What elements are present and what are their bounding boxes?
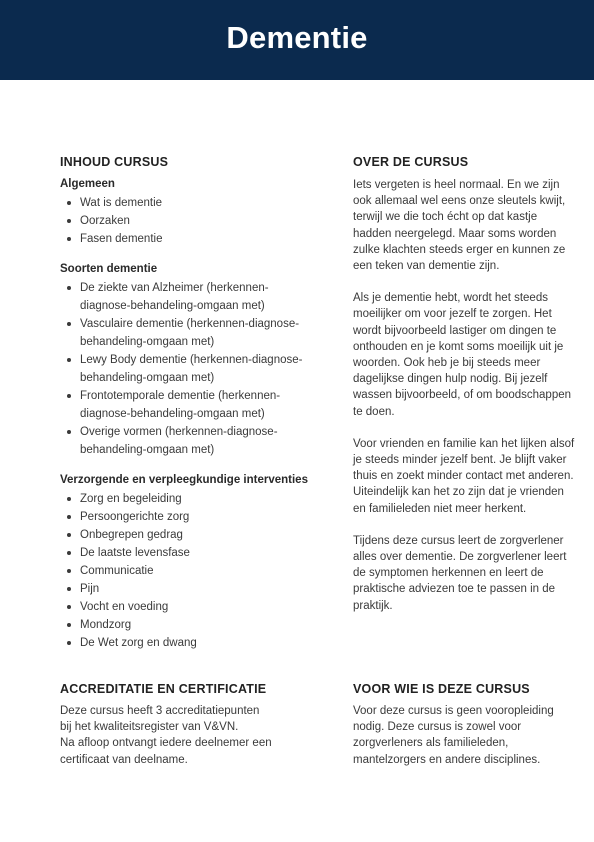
voorwie-heading: VOOR WIE IS DEZE CURSUS: [353, 682, 530, 696]
accreditatie-text: [60, 703, 330, 768]
over-paragraph: Iets vergeten is heel normaal. En we zijn ook allemaal wel eens onze sleutels kwijt, terwijl we die toch écht op dat kastje hadden neergelegd. Maar soms worden zulke klachten steeds erger en kunnen ze een teken van dementie zijn.: [353, 179, 566, 273]
list-item: De ziekte van Alzheimer (herkennen-diagnose-behandeling-omgaan met): [60, 279, 312, 315]
bullet-list: [60, 194, 330, 248]
group-title: Soorten dementie: [60, 263, 158, 275]
list-item: Frontotemporale dementie (herkennen-diagnose-behandeling-omgaan met): [60, 387, 312, 423]
accreditatie-section: [60, 682, 330, 768]
accreditatie-line: bij het kwaliteitsregister van V&VN.: [60, 721, 239, 734]
list-item: Pijn: [60, 580, 330, 598]
over-section: [353, 155, 575, 630]
list-item: Lewy Body dementie (herkennen-diagnose-behandeling-omgaan met): [60, 351, 312, 387]
list-item: Communicatie: [60, 562, 330, 580]
list-item: De Wet zorg en dwang: [60, 634, 330, 652]
voorwie-text: Voor deze cursus is geen vooropleiding nodig. Deze cursus is zowel voor zorgverleners als familieleden, mantelzorgers en andere disciplines.: [353, 705, 554, 766]
over-paragraph: Als je dementie hebt, wordt het steeds moeilijker om voor jezelf te zorgen. Het wordt bijvoorbeeld lastiger om dingen te onthouden en je komt soms moeilijk uit je woorden. Ook heb je bij steeds meer dagelijkse dingen hulp nodig. Bij jezelf wassen bijvoorbeeld, of om boodschappen te doen.: [353, 292, 572, 418]
bullet-list: [60, 490, 330, 652]
header-banner: [0, 0, 594, 80]
inhoud-heading: INHOUD CURSUS: [60, 155, 169, 169]
list-item: Vocht en voeding: [60, 598, 330, 616]
group-interventies: [60, 473, 330, 652]
list-item: Fasen dementie: [60, 230, 330, 248]
list-item: Wat is dementie: [60, 194, 330, 212]
list-item: Oorzaken: [60, 212, 330, 230]
over-paragraph: Tijdens deze cursus leert de zorgverlener alles over dementie. De zorgverlener leert de symptomen herkennen en leert de praktische adviezen toe te passen in de praktijk.: [353, 534, 567, 612]
list-item: Vasculaire dementie (herkennen-diagnose-behandeling-omgaan met): [60, 315, 312, 351]
list-item: Persoongerichte zorg: [60, 508, 330, 526]
page-title: Dementie: [226, 20, 368, 55]
over-heading: OVER DE CURSUS: [353, 155, 469, 169]
group-title: Verzorgende en verpleegkundige interventies: [60, 474, 308, 486]
accreditatie-line: certificaat van deelname.: [60, 753, 188, 766]
list-item: Mondzorg: [60, 616, 330, 634]
group-soorten: [60, 262, 330, 459]
inhoud-section: [60, 155, 330, 666]
group-algemeen: [60, 177, 330, 248]
list-item: De laatste levensfase: [60, 544, 330, 562]
group-title: Algemeen: [60, 178, 115, 190]
bullet-list: [60, 279, 312, 459]
voorwie-section: [353, 682, 575, 768]
accreditatie-heading: ACCREDITATIE EN CERTIFICATIE: [60, 682, 267, 696]
accreditatie-line: Na afloop ontvangt iedere deelnemer een: [60, 737, 272, 750]
list-item: Overige vormen (herkennen-diagnose-behandeling-omgaan met): [60, 423, 312, 459]
list-item: Zorg en begeleiding: [60, 490, 330, 508]
accreditatie-line: Deze cursus heeft 3 accreditatiepunten: [60, 705, 260, 717]
list-item: Onbegrepen gedrag: [60, 526, 330, 544]
over-paragraph: Voor vrienden en familie kan het lijken alsof je steeds minder jezelf bent. Je blijft vaker thuis en zoekt minder contact met anderen. Uiteindelijk kan het zo zijn dat je vrienden en familieleden niet meer herkent.: [353, 437, 575, 515]
